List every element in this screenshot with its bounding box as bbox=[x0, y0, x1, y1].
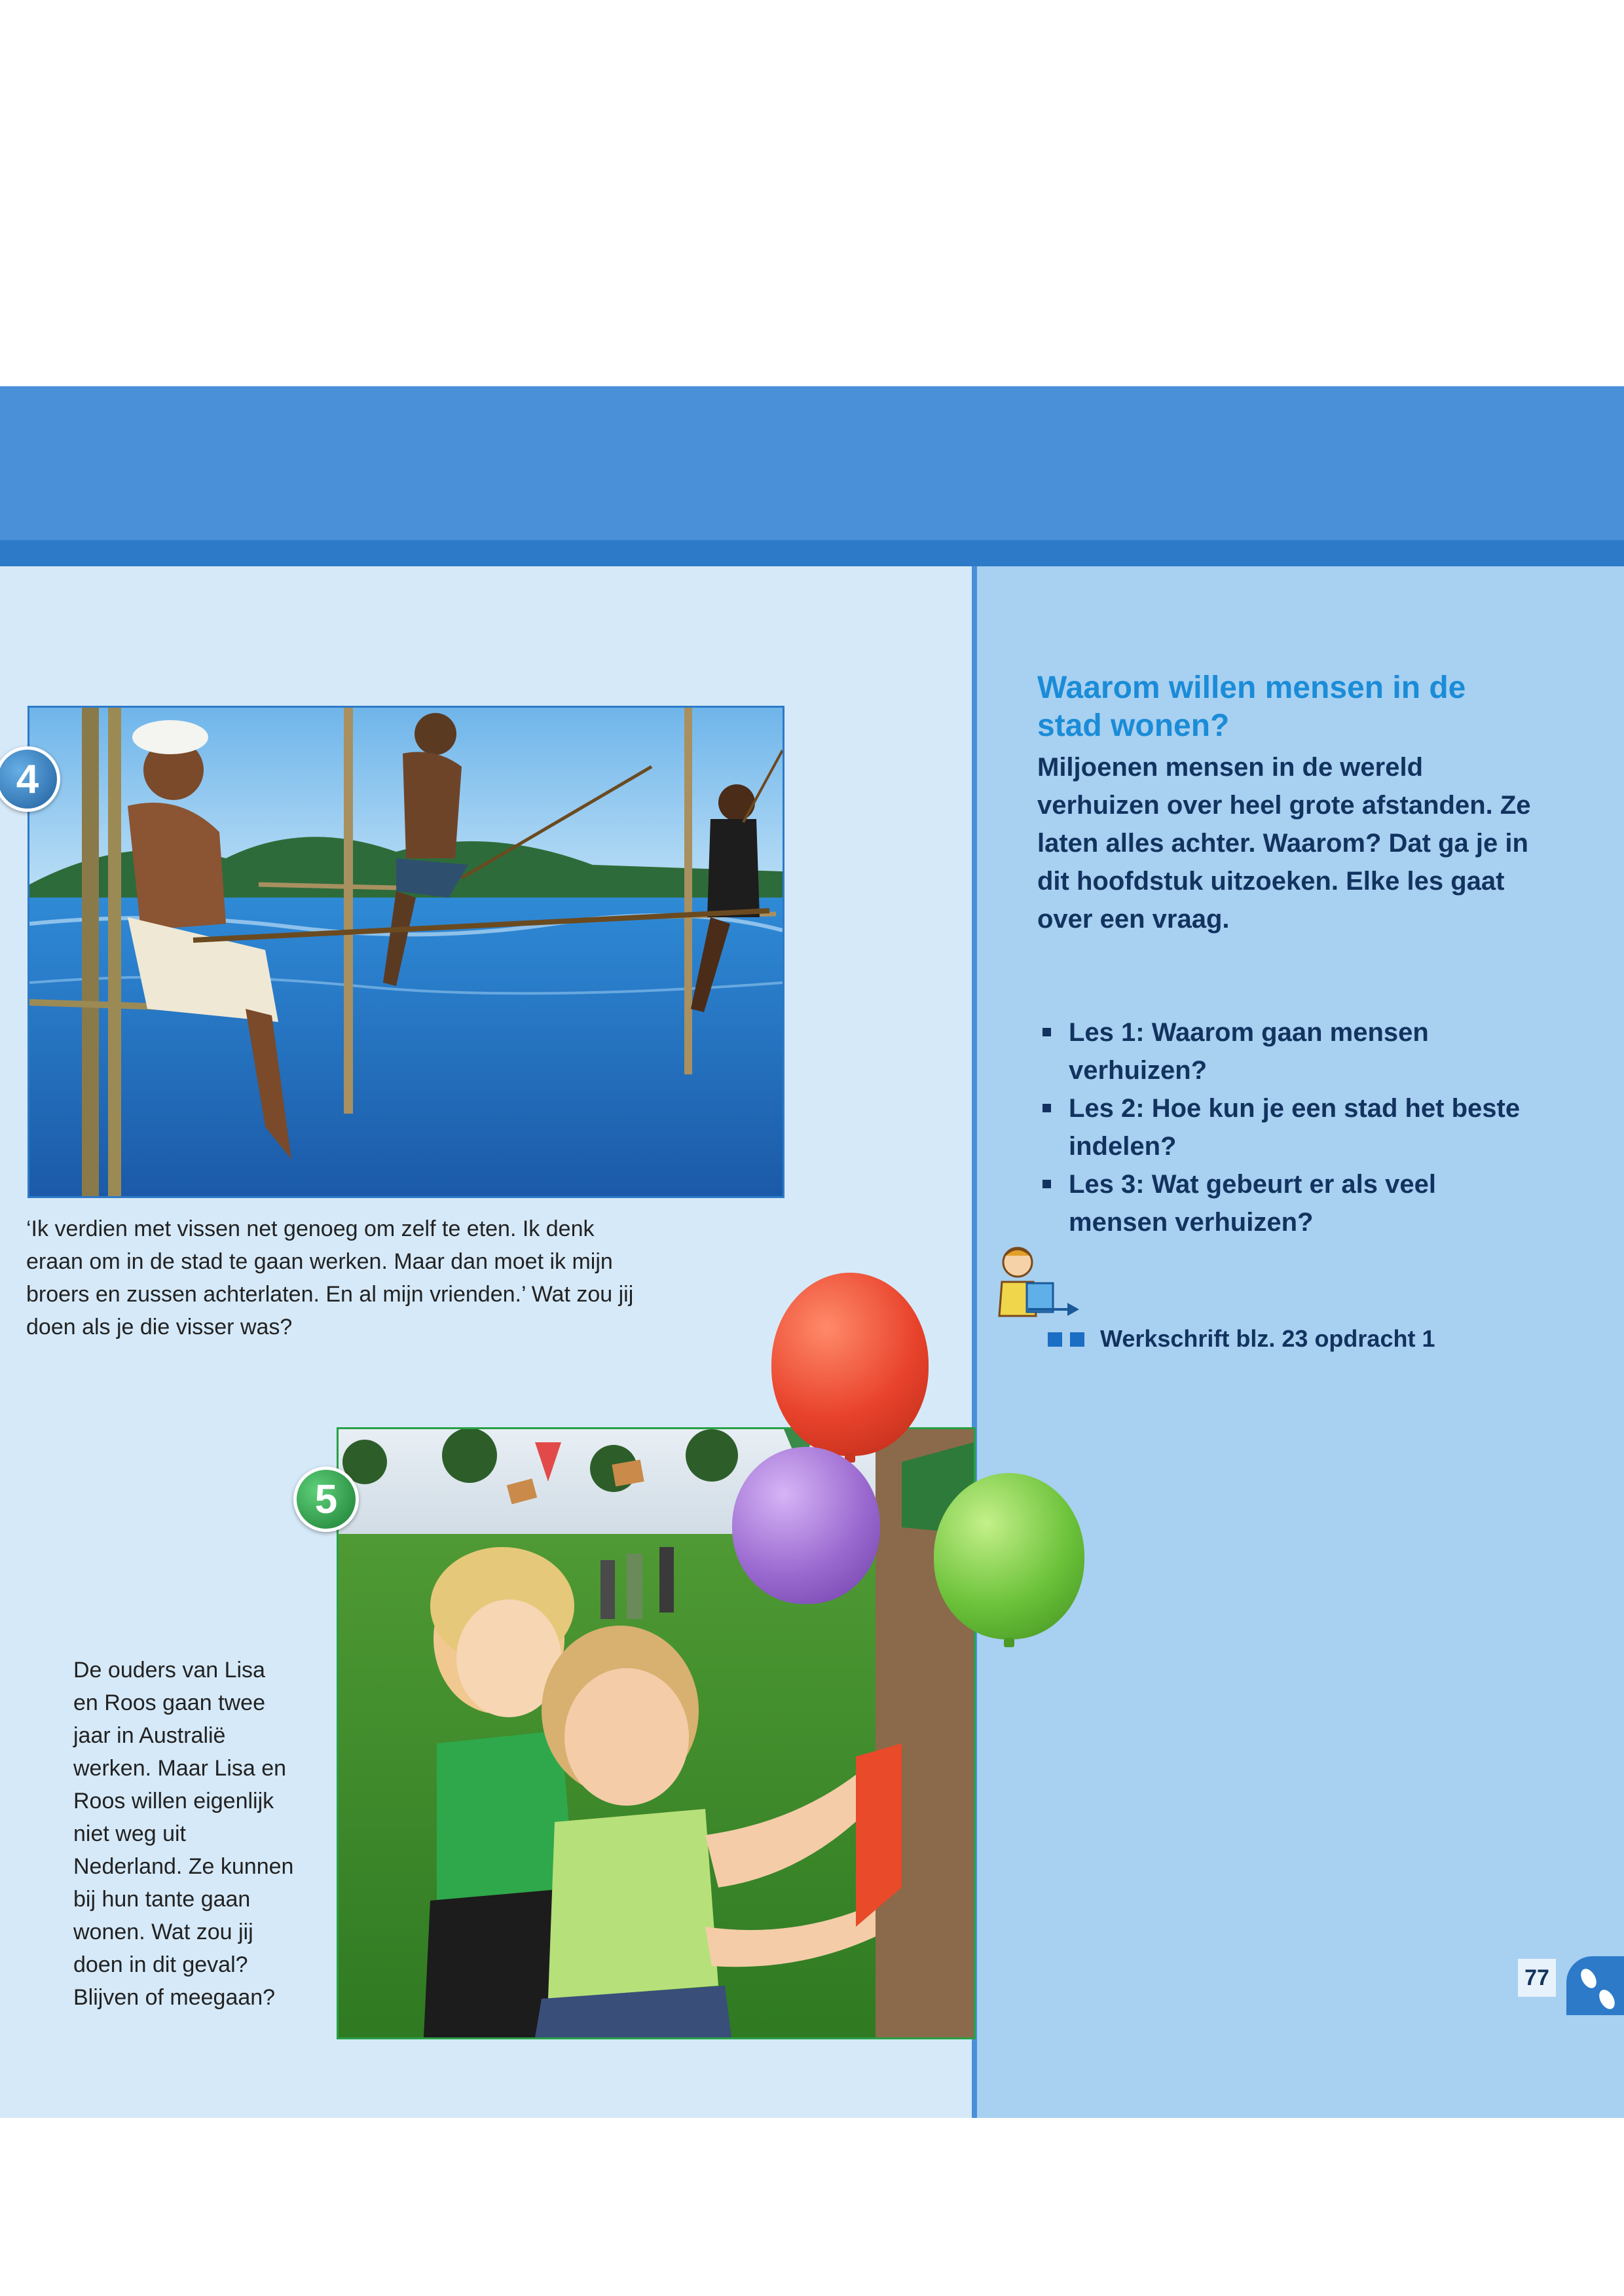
lesson-list bbox=[1037, 1013, 1535, 1241]
lesson-label: Les 2: Hoe kun je een stad het beste indelen? bbox=[1069, 1094, 1521, 1161]
page-number: 77 bbox=[1518, 1959, 1556, 1997]
badge-number: 5 bbox=[314, 1476, 338, 1522]
section-title: Waarom willen mensen in de stad wonen? bbox=[1037, 670, 1466, 743]
workbook-marker-icon bbox=[1048, 1332, 1092, 1350]
number-badge-5 bbox=[293, 1467, 359, 1532]
fishermen-illustration bbox=[29, 708, 783, 1196]
lisa-roos-caption: De ouders van Lisa en Roos gaan twee jaar in Australië werken. Maar Lisa en Roos willen eigenlijk niet weg uit Nederland. Ze kunnen bij hun tante gaan wonen. Wat zou jij doen in dit geval? Blijven of meegaan? bbox=[73, 1658, 294, 2010]
lesson-label: Les 1: Waarom gaan mensen verhuizen? bbox=[1069, 1018, 1429, 1085]
top-color-band bbox=[0, 386, 1624, 540]
footprints-icon bbox=[1566, 1956, 1624, 2015]
red-balloon bbox=[771, 1273, 929, 1463]
top-stripe bbox=[0, 540, 1624, 566]
lesson-item bbox=[1037, 1089, 1535, 1165]
fishermen-caption: ‘Ik verdien met vissen net genoeg om zelf te eten. Ik denk eraan om in de stad te gaan werken. Maar dan moet ik mijn broers en zussen achterlaten. En al mijn vrienden.’ Wat zou jij doen als je die visser was? bbox=[26, 1216, 634, 1339]
bullet-icon bbox=[1043, 1180, 1051, 1188]
lesson-label: Les 3: Wat gebeurt er als veel mensen verhuizen? bbox=[1069, 1170, 1436, 1237]
badge-number: 4 bbox=[16, 756, 39, 802]
bullet-icon bbox=[1043, 1104, 1051, 1112]
fishermen-photo bbox=[28, 706, 784, 1198]
arrow-right-icon bbox=[1028, 1302, 1080, 1317]
lesson-item bbox=[1037, 1165, 1535, 1241]
purple-balloon bbox=[732, 1447, 880, 1612]
workbook-reference: Werkschrift blz. 23 opdracht 1 bbox=[1100, 1325, 1435, 1352]
lesson-item bbox=[1037, 1013, 1535, 1089]
chapter-intro: Miljoenen mensen in de wereld verhuizen over heel grote afstanden. Ze laten alles achter. Waarom? Dat ga je in dit hoofdstuk uitzoeken. Elke les gaat over een vraag. bbox=[1037, 753, 1531, 934]
green-balloon bbox=[934, 1473, 1084, 1650]
bullet-icon bbox=[1043, 1028, 1051, 1036]
